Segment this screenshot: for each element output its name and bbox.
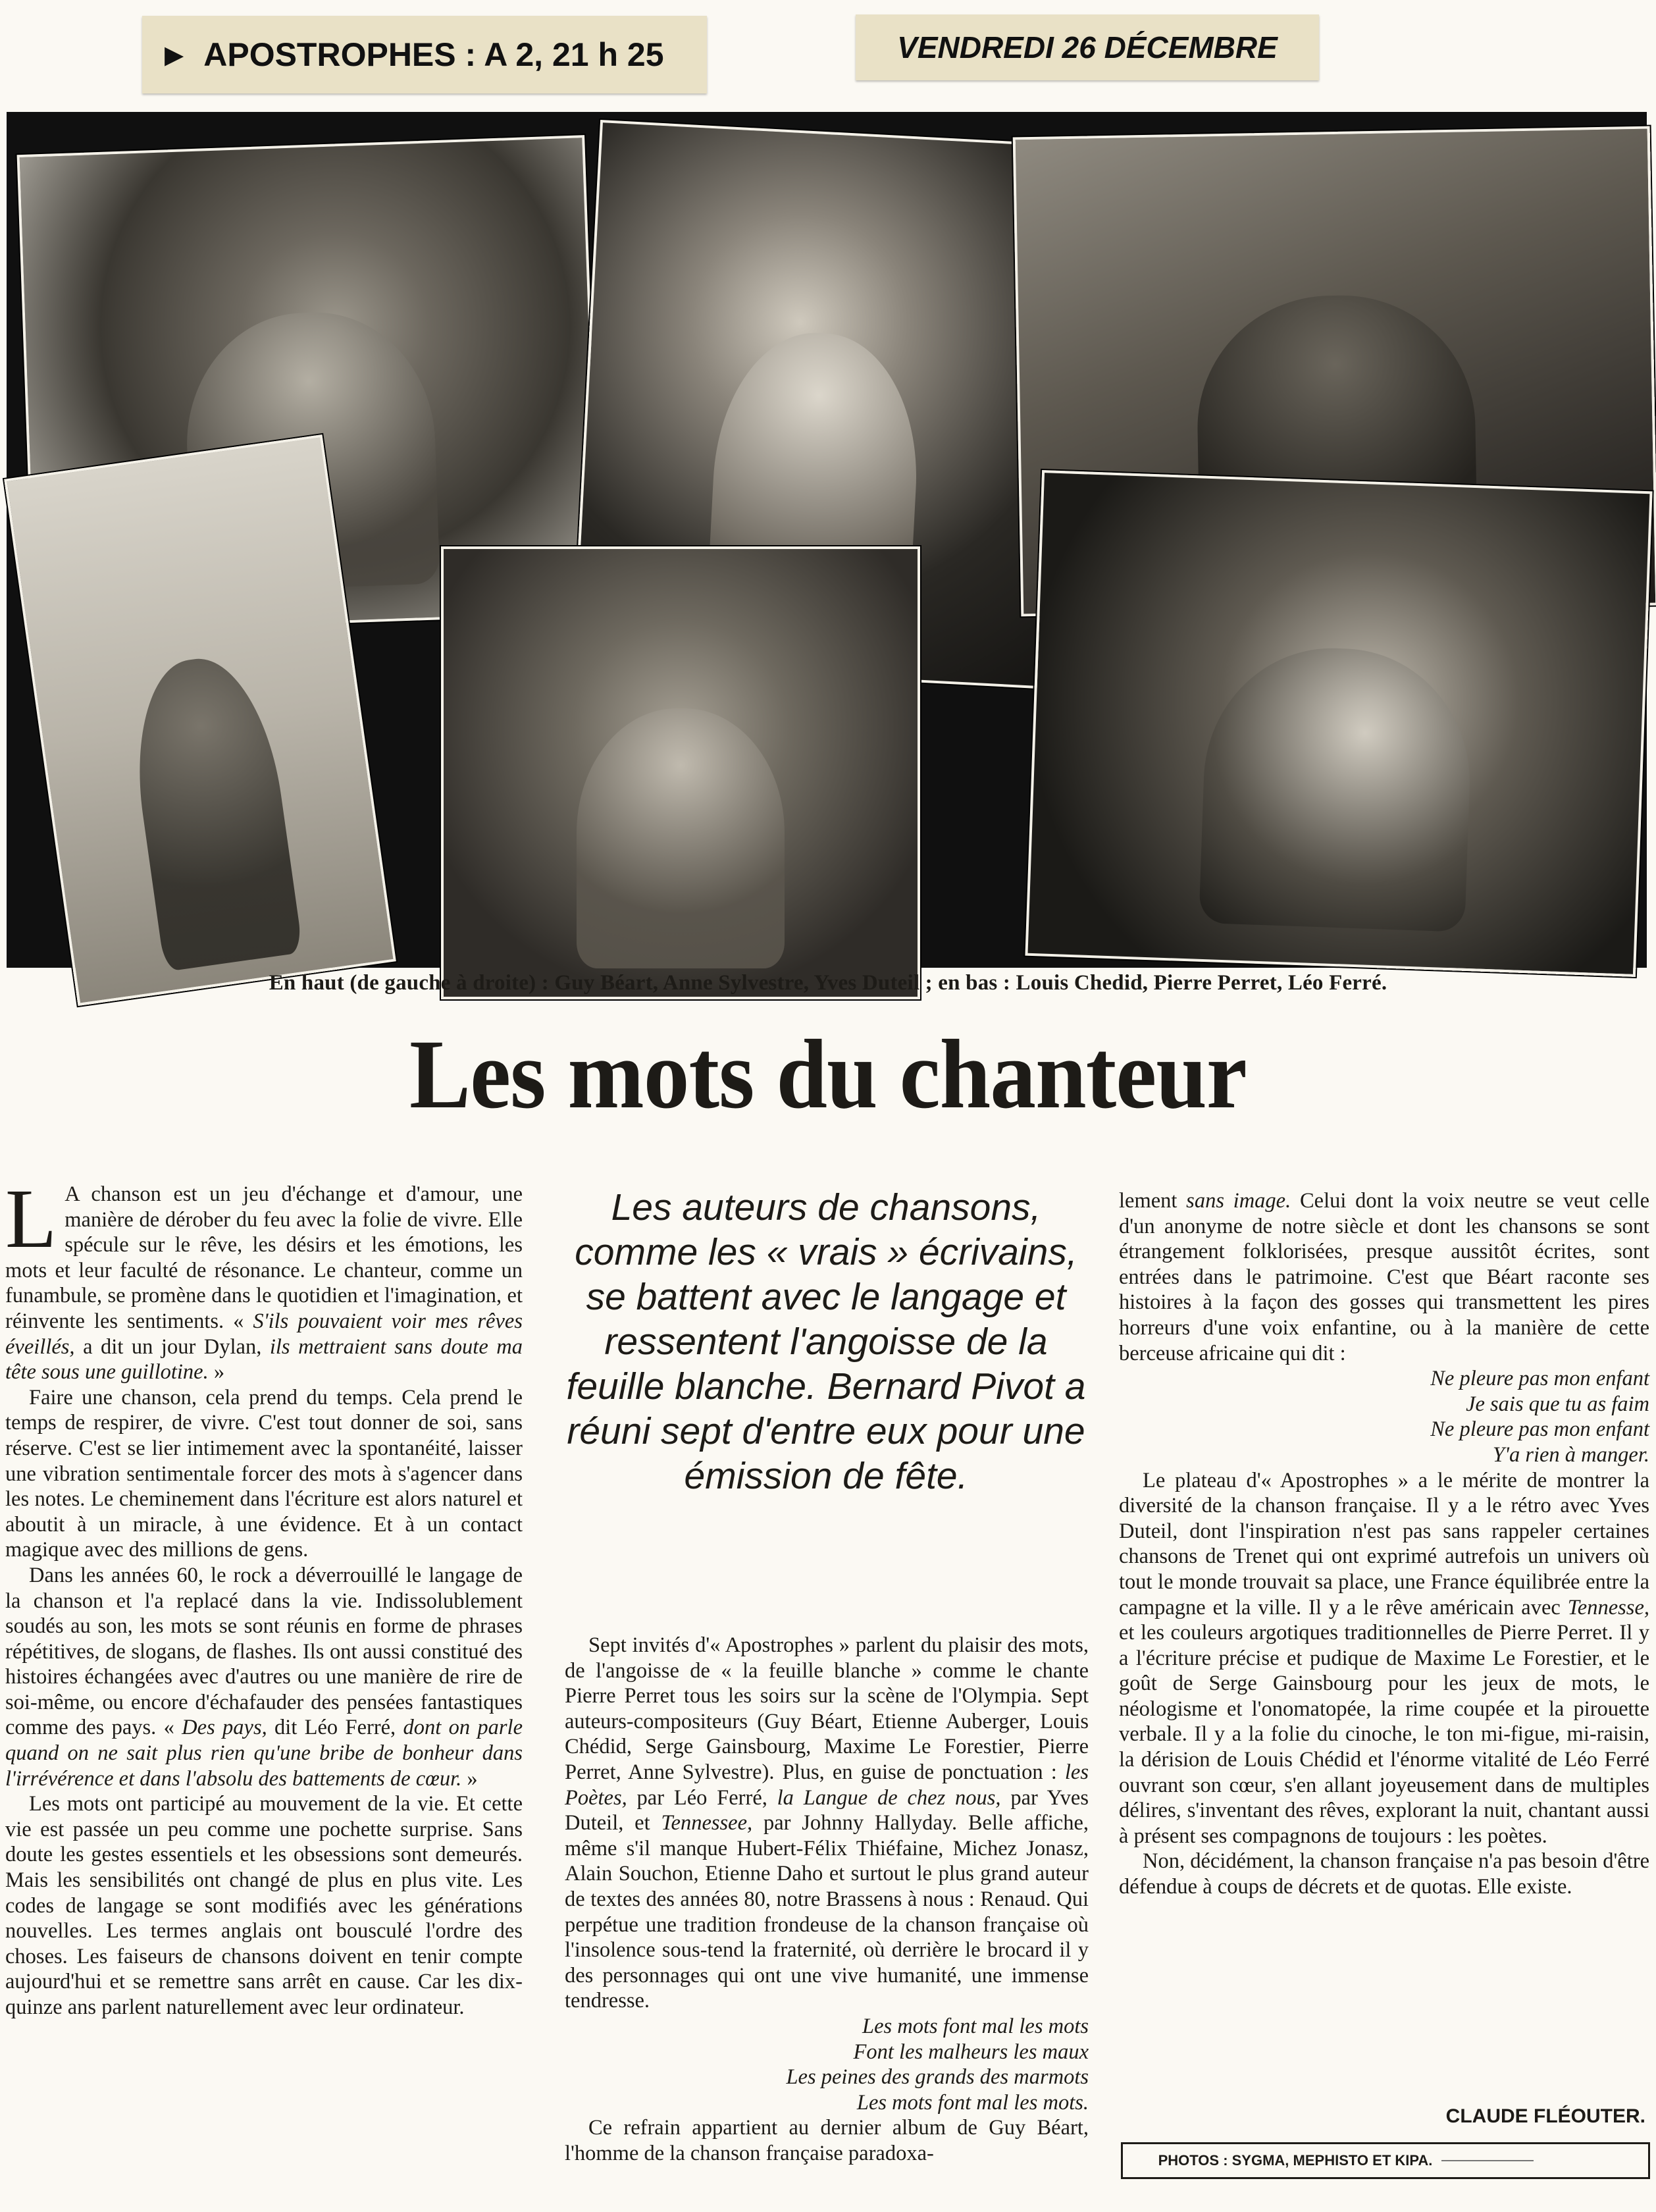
photo-collage: [7, 112, 1647, 968]
song-title: Tennesse,: [1567, 1595, 1649, 1620]
text-run: par Léo Ferré,: [627, 1785, 777, 1810]
text-run: et les couleurs argotiques traditionnelles de Pierre Perret. Il y a l'écriture précise et pudique de Maxime Le Forestier, et le goût de Serge Gainsbourg pour les jeux de mots, le néologisme et l'onomatopée, la rime coupée et la pirouette verbale. Il y a la folie du cinoche, le ton mi-figue, mi-raisin, la dérision de Louis Chédid et l'énorme vitalité de Léo Ferré ouvrant son cœur, s'en allant joyeusement dans de multiples délires, s'inventant des rêves, explorant la nuit, chantant aussi à présent ses compagnons de toujours : les poètes.: [1119, 1621, 1649, 1848]
divider-line: [1441, 2160, 1534, 2161]
text-run: par Johnny Hallyday. Belle affiche, même s'il manque Hubert-Félix Thiéfaine, Michez Jonasz, Alain Souchon, Etienne Daho et surtout le plus grand auteur de textes des années 80, notre Brassens à nous : Renaud. Qui perpétue une tradition frondeuse de la chanson française où l'insolence sous-tend la fraternité, où derrière le brocard il y des personnages qui ont une vive humanité, une immense tendresse.: [565, 1811, 1089, 2013]
quote-italic: ils mettraient sans doute ma tête sous une guillotine.: [5, 1334, 523, 1384]
text-run: Celui dont la voix neutre se veut celle d'un anonyme de notre siècle et dont les chansons se sont étrangement folklorisées, presque aussitôt écrites, sont entrées dans le patrimoine. C'est que Béart raconte ses histoires à la façon des gosses qui transmettent les pires horreurs d'une voix enfantine, ou à la manière de cette berceuse africaine qui dit :: [1119, 1189, 1649, 1365]
text-run: a dit un jour Dylan,: [74, 1334, 270, 1359]
verse-line: Les mots font mal les mots: [862, 2014, 1089, 2038]
text-run: dit Léo Ferré,: [267, 1716, 403, 1740]
paragraph: [1119, 1468, 1649, 1849]
text-run: A chanson est un jeu d'échange et d'amour, une manière de dérober du feu avec la folie de vivre. Elle spécule sur le rêve, les désirs et les émotions, les mots et leur faculté de résonance. Le chanteur, comme un funambule, se promène dans le quotidien et l'imagination, et réinvente les sentiments. «: [5, 1182, 523, 1333]
lullaby-verse: [1119, 1366, 1649, 1467]
paragraph: Non, décidément, la chanson française n'a pas besoin d'être défendue à coups de décrets et de quotas. Elle existe.: [1119, 1849, 1649, 1899]
photo-credit: PHOTOS : SYGMA, MEPHISTO ET KIPA.: [1158, 2152, 1433, 2169]
paragraph: Les mots ont participé au mouvement de la vie. Et cette vie est passée un peu comme une pochette surprise. Sans doute les gestes essentiels et les obsessions sont demeurés. Mais les sensibilités ont changé de plus en plus vite. Les codes de langage se sont modifiés avec les générations nouvelles. Les termes anglais ont bousculé l'ordre des choses. Les faiseurs de chansons doivent en tenir compte aujourd'hui et se remettre sans arrêt en cause. Car les dix-quinze ans parlent naturellement avec leur ordinateur.: [5, 1792, 523, 2019]
verse-line: Y'a rien à manger.: [1492, 1442, 1649, 1467]
refrain-verse: [565, 2014, 1089, 2115]
paragraph: [1119, 1188, 1649, 1366]
italic-phrase: sans image.: [1186, 1189, 1291, 1213]
article-intro: Les auteurs de chansons, comme les « vrais » écrivains, se battent avec le langage et ressentent l'angoisse de la feuille blanche. Bernard Pivot a réuni sept d'entre eux pour une émission de fête.: [566, 1186, 1086, 1497]
portrait-figure: [123, 650, 303, 972]
text-run: lement: [1119, 1189, 1187, 1213]
quote-italic: S'ils pouvaient voir mes rêves éveillés,: [5, 1309, 523, 1359]
quote-italic: dont on parle quand on ne sait plus rien qu'une bribe de bonheur dans l'irrévérence et dans l'absolu des battements de cœur.: [5, 1716, 523, 1791]
paragraph: [5, 1172, 523, 1385]
photo-pierre-perret: [441, 546, 920, 999]
author-signature: CLAUDE FLÉOUTER.: [1445, 2105, 1645, 2127]
verse-line: Les mots font mal les mots.: [856, 2090, 1089, 2115]
song-title: Tennessee,: [661, 1811, 753, 1835]
text-run: »: [461, 1766, 478, 1791]
play-triangle-icon: ▶: [165, 41, 184, 69]
text-run: Sept invités d'« Apostrophes » parlent du plaisir des mots, de l'angoisse de « la feuille blanche » comme le chante Pierre Perret tous les soirs sur la scène de l'Olympia. Sept auteurs-compositeurs (Guy Béart, Etienne Auberger, Louis Chédid, Serge Gainsbourg, Maxime Le Forestier, Pierre Perret, Anne Sylvestre). Plus, en guise de ponctuation :: [565, 1633, 1089, 1784]
article-column-1: [5, 1172, 523, 2020]
paragraph: Ce refrain appartient au dernier album de Guy Béart, l'homme de la chanson française paradoxa-: [565, 2116, 1089, 2165]
text-run: par Yves Duteil, et: [565, 1785, 1089, 1835]
drop-cap: L: [5, 1172, 57, 1265]
verse-line: Ne pleure pas mon enfant: [1430, 1367, 1649, 1391]
portrait-figure: [577, 708, 785, 968]
article-headline: Les mots du chanteur: [409, 1020, 1247, 1129]
program-banner: [142, 16, 707, 93]
quote-italic: Des pays,: [182, 1716, 267, 1740]
text-run: Le plateau d'« Apostrophes » a le mérite de montrer la diversité de la chanson française. Il y a le rétro avec Yves Duteil, dont l'inspiration n'est pas sans rappeler certaines chansons de Trenet qui ont exprimé autrefois un univers où tout le monde trouvait sa place, une France équilibrée entre la campagne et la ville. Il y a le rêve américain avec: [1119, 1468, 1649, 1620]
verse-line: Les peines des grands des marmots: [786, 2065, 1089, 2090]
song-title: les Poètes,: [565, 1760, 1089, 1810]
text-run: »: [208, 1360, 225, 1384]
portrait-figure: [1199, 644, 1474, 932]
verse-line: Ne pleure pas mon enfant: [1430, 1417, 1649, 1442]
photo-credit-box: [1121, 2142, 1650, 2179]
date-banner: [856, 14, 1319, 80]
photo-leo-ferre: [1025, 470, 1652, 977]
song-title: la Langue de chez nous,: [777, 1785, 1001, 1810]
article-column-2: [565, 1633, 1089, 2166]
paragraph: [5, 1563, 523, 1791]
paragraph: Faire une chanson, cela prend du temps. Cela prend le temps de respirer, de vivre. C'est tout donner de soi, sans réserve. C'est se lier intimement avec la spontanéité, laisser une vibration sentimentale forcer des mots à s'agencer dans les notes. Le cheminement dans l'écriture est alors naturel et aboutit à un miracle, à une évidence. Et à un contact magique avec des millions de gens.: [5, 1385, 523, 1562]
article-column-3: [1119, 1188, 1649, 1900]
date-label: VENDREDI 26 DÉCEMBRE: [897, 30, 1278, 65]
verse-line: Font les malheurs les maux: [853, 2040, 1089, 2064]
photo-caption: En haut (de gauche à droite) : Guy Béart, Anne Sylvestre, Yves Duteil ; en bas : Louis Chedid, Pierre Perret, Léo Ferré.: [269, 971, 1387, 995]
text-run: Dans les années 60, le rock a déverrouillé le langage de la chanson et l'a replacé dans la vie. Indissolublement soudés au son, les mots se sont réunis en forme de phrases répétitives, de slogans, de flashes. Ils ont aussi constitué des histoires échangées avec d'autres ou une manière de rire de soi-même, ou encore d'échafauder des pensées fantastiques comme des pays. «: [5, 1563, 523, 1740]
verse-line: Je sais que tu as faim: [1466, 1392, 1649, 1416]
program-label: APOSTROPHES : A 2, 21 h 25: [203, 36, 664, 73]
paragraph: [565, 1633, 1089, 2014]
